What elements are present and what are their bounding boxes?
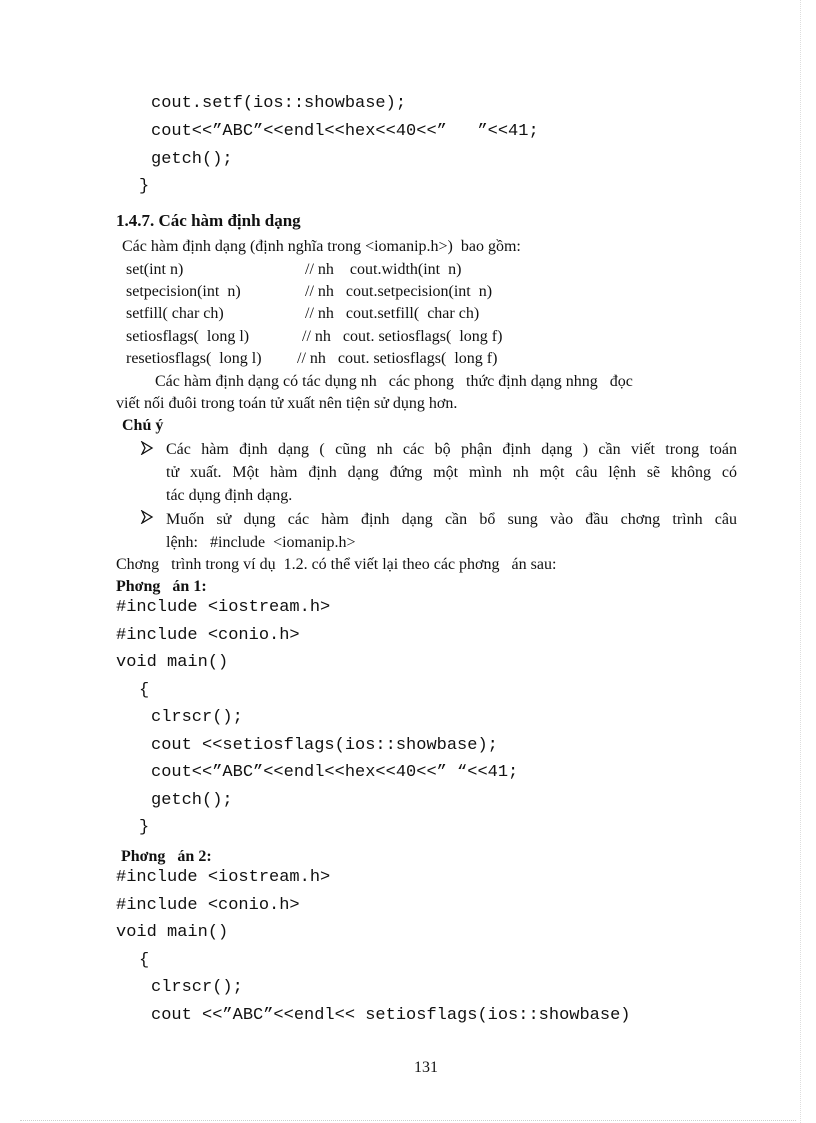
function-comment: // nh cout.setpecision(int n) xyxy=(305,283,493,300)
code-line: #include <conio.h> xyxy=(116,896,300,915)
code-line: #include <iostream.h> xyxy=(116,868,331,887)
function-signature: setpecision(int n) xyxy=(126,283,241,300)
code-line: getch(); xyxy=(151,150,233,169)
function-comment: // nh cout. setiosflags( long f) xyxy=(297,350,498,367)
code-line: #include <conio.h> xyxy=(116,626,300,645)
page-number: 131 xyxy=(414,1059,438,1076)
code-line: cout<<”ABC”<<endl<<hex<<40<<” ”<<41; xyxy=(151,122,539,141)
code-line: } xyxy=(139,177,150,196)
code-line: void main() xyxy=(116,653,229,672)
paragraph-line: viết nối đuôi trong toán tử xuất nên tiện sử dụng hơn. xyxy=(116,395,458,412)
code-line: { xyxy=(139,951,150,970)
code-line: cout <<setiosflags(ios::showbase); xyxy=(151,736,498,755)
arrow-right-icon xyxy=(140,510,154,524)
function-signature: setiosflags( long l) xyxy=(126,328,250,345)
arrow-right-icon xyxy=(140,441,154,455)
function-signature: resetiosflags( long l) xyxy=(126,350,262,367)
function-comment: // nh cout.width(int n) xyxy=(305,261,462,278)
bullet-text-line: Các hàm định dạng ( cũng nh các bộ phận định dạng ) cần viết trong toán xyxy=(166,441,737,458)
bullet-text-line: tác dụng định dạng. xyxy=(166,487,293,504)
code-line: cout<<”ABC”<<endl<<hex<<40<<” “<<41; xyxy=(151,763,519,782)
note-title: Chú ý xyxy=(122,417,164,434)
bullet-text-line: Muốn sử dụng các hàm định dạng cần bổ sung vào đầu chơng trình câu xyxy=(166,511,737,528)
function-signature: set(int n) xyxy=(126,261,184,278)
page-right-border xyxy=(800,0,801,1123)
code-line: void main() xyxy=(116,923,229,942)
paragraph-line: Các hàm định dạng có tác dụng nh các phong thức định dạng nhng đọc xyxy=(155,373,633,390)
section-heading: 1.4.7. Các hàm định dạng xyxy=(116,211,301,230)
code-line: { xyxy=(139,681,150,700)
code-line: cout <<”ABC”<<endl<< setiosflags(ios::showbase) xyxy=(151,1006,631,1025)
option-title: Phơng án 2: xyxy=(121,848,212,865)
code-line: clrscr(); xyxy=(151,978,243,997)
code-line: clrscr(); xyxy=(151,708,243,727)
function-signature: setfill( char ch) xyxy=(126,305,224,322)
code-line: } xyxy=(139,818,150,837)
code-line: cout.setf(ios::showbase); xyxy=(151,94,407,113)
code-line: getch(); xyxy=(151,791,233,810)
function-comment: // nh cout. setiosflags( long f) xyxy=(302,328,503,345)
option-title: Phơng án 1: xyxy=(116,578,207,595)
section-intro: Các hàm định dạng (định nghĩa trong <iomanip.h>) bao gồm: xyxy=(122,238,521,255)
page-bottom-border xyxy=(20,1120,796,1121)
function-comment: // nh cout.setfill( char ch) xyxy=(305,305,480,322)
bullet-text-line: lệnh: #include <iomanip.h> xyxy=(166,534,356,551)
bullet-text-line: tử xuất. Một hàm định dạng đứng một mình nh một câu lệnh sẽ không có xyxy=(166,464,737,481)
rewrite-line: Chơng trình trong ví dụ 1.2. có thể viết lại theo các phơng án sau: xyxy=(116,556,557,573)
code-line: #include <iostream.h> xyxy=(116,598,331,617)
